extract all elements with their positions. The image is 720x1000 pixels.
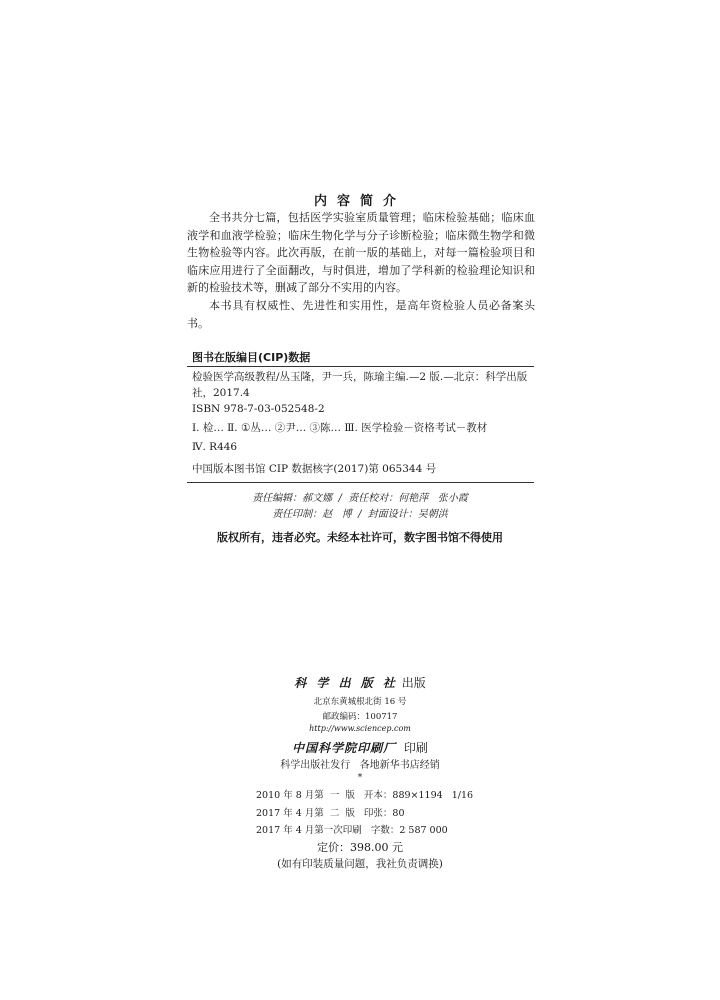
price: 定价：398.00 元 [317, 841, 403, 854]
printer-name: 中国科学院印刷厂 [292, 741, 397, 755]
rights-notice: 版权所有，违者必究。未经本社许可，数字图书馆不得使用 [217, 531, 503, 544]
summary-paragraph: 本书具有权威性、先进性和实用性，是高年资检验人员必备案头书。 [187, 298, 535, 330]
publisher-postcode: 邮政编码：100717 [322, 712, 398, 722]
cip-classification: Ⅳ. R446 [192, 441, 238, 453]
summary-title: 内容简介 [313, 194, 406, 209]
printer-suffix: 印刷 [403, 741, 428, 755]
distribution: 科学出版社发行 各地新华书店经销 [280, 760, 440, 771]
cip-description-line: 检验医学高级教程/丛玉隆，尹一兵，陈瑜主编.—2 版.—北京：科学出版 [192, 371, 528, 383]
cip-description-line: 社，2017.4 [192, 387, 250, 399]
printer-line [0, 739, 720, 756]
cip-classification: Ⅰ. 检… Ⅱ. ①丛… ②尹… ③陈… Ⅲ. 医学检验－资格考试－教材 [192, 422, 488, 434]
separator-star: * [357, 773, 363, 783]
cip-bottom-rule [187, 482, 534, 483]
publisher-address: 北京东黄城根北街 16 号 [313, 697, 407, 707]
summary-body [187, 209, 535, 332]
editors-line: 责任印制：赵 博 / 封面设计：吴朝洪 [272, 509, 448, 520]
edition-line: 2017 年 4 月第一次印刷 字数：2 587 000 [256, 825, 448, 836]
publisher-website: http://www.sciencep.com [309, 724, 411, 733]
cip-number: 中国版本图书馆 CIP 数据核字(2017)第 065344 号 [192, 463, 437, 475]
cip-title: 图书在版编目(CIP)数据 [192, 351, 311, 364]
summary-paragraph: 全书共分七篇，包括医学实验室质量管理；临床检验基础；临床血液学和血液学检验；临床生物化学与分子诊断检验；临床微生物学和微生物检验等内容。此次再版，在前一版的基础上，对每一篇检验项目和临床应用进行了全面翻改，与时俱进，增加了学科新的检验理论知识和新的检验技术等，删减了部分不实用的内容。 [187, 211, 535, 295]
quality-note: (如有印装质量问题，我社负责调换) [277, 858, 443, 870]
publisher-name: 科 学 出 版 社 [294, 676, 398, 690]
edition-line: 2010 年 8 月第 一 版 开本：889×1194 1/16 [256, 790, 474, 801]
editors-line: 责任编辑：郝文娜 / 责任校对：何艳萍 张小霞 [252, 493, 468, 504]
edition-line: 2017 年 4 月第 二 版 印张：80 [256, 808, 405, 819]
publisher-line [0, 674, 720, 691]
cip-top-rule [187, 366, 534, 367]
publisher-suffix: 出版 [401, 676, 426, 690]
isbn: ISBN 978-7-03-052548-2 [192, 403, 325, 415]
